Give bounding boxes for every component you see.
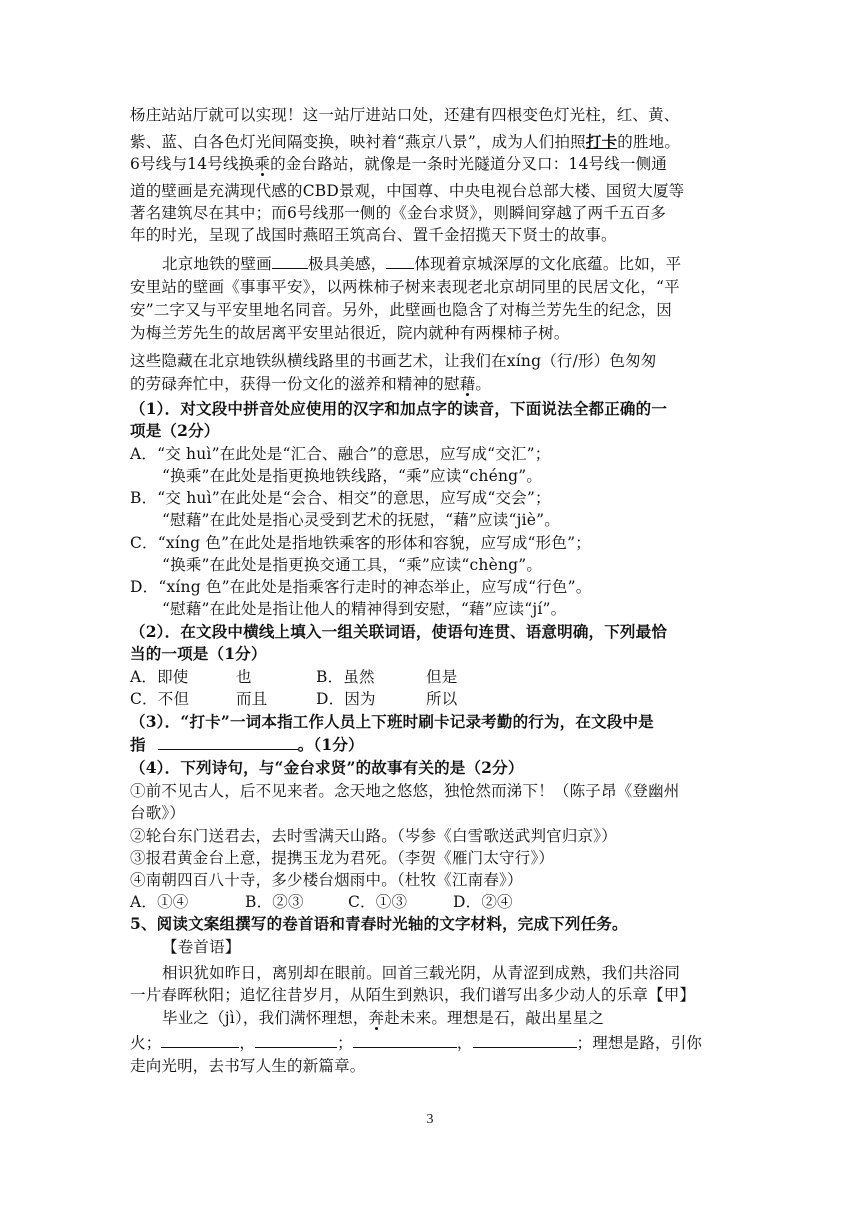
text: 台歌》） bbox=[130, 804, 186, 822]
q5-line bbox=[162, 1007, 730, 1029]
text: A．“交 huì”在此处是“汇合、融合”的意思，应写成“交汇”； bbox=[130, 445, 551, 463]
q2-option-b-pair: 但是 bbox=[426, 668, 458, 686]
q4-option-a: A．①④ bbox=[130, 893, 189, 911]
text: 著名建筑尽在其中；而6号线那一侧的《金台求贤》，则瞬间穿越了两千五百多 bbox=[130, 204, 667, 222]
answer-blank-3[interactable] bbox=[353, 1032, 457, 1048]
passage-line bbox=[130, 153, 730, 175]
q2-option-b: B．虽然 bbox=[316, 668, 375, 686]
text: 为梅兰芳先生的故居离平安里站很近，院内就种有两棵柿子树。 bbox=[130, 324, 570, 342]
q2-options-row-1 bbox=[130, 666, 730, 688]
emphasis-dot bbox=[261, 173, 264, 176]
text: ④南朝四百八十寺，多少楼台烟雨中。（杜牧《江南春》） bbox=[130, 871, 523, 889]
q2-option-d: D．因为 bbox=[316, 690, 376, 708]
text: 走向光明，去书写人生的新篇章。 bbox=[130, 1057, 366, 1075]
answer-blank-4[interactable] bbox=[473, 1032, 577, 1048]
q5-stem bbox=[130, 913, 730, 935]
underlined-word: 打卡 bbox=[585, 132, 618, 151]
text: 。（1分） bbox=[297, 735, 364, 754]
q2-option-a-pair: 也 bbox=[236, 668, 252, 686]
text: ③报君黄金台上意，提携玉龙为君死。（李贺《雁门太守行》） bbox=[130, 849, 555, 867]
q1-stem bbox=[130, 420, 730, 442]
text: 6号线与14号线换 bbox=[130, 155, 255, 173]
text: “换乘”在此处是指更换交通工具，“乘”应读“chèng”。 bbox=[162, 556, 543, 574]
text: 5、阅读文案组撰写的卷首语和青春时光轴的文字材料，完成下列任务。 bbox=[130, 914, 628, 933]
passage-line bbox=[130, 202, 730, 224]
text: 。 bbox=[475, 375, 492, 393]
q1-option-b bbox=[130, 487, 730, 509]
text: “慰藉”在此处是指让他人的精神得到安慰，“藉”应读“jí”。 bbox=[162, 600, 567, 618]
q4-item-3 bbox=[130, 847, 730, 869]
text: ；理想是路，引你 bbox=[576, 1034, 703, 1052]
text: 紫、蓝、白各色灯光间隔变换，映衬着“燕京八景”，成为人们拍照 bbox=[130, 133, 586, 151]
text: 指 bbox=[130, 735, 146, 754]
q4-stem bbox=[130, 757, 730, 779]
answer-blank-1[interactable] bbox=[161, 1032, 239, 1048]
text: D．“xíng 色”在此处是指乘客行走时的神态举止，应写成“行色”。 bbox=[130, 578, 592, 596]
dotted-char-text: 乘 bbox=[254, 155, 271, 173]
text: （1）．对文段中拼音处应使用的汉字和加点字的读音，下面说法全都正确的一 bbox=[130, 399, 668, 418]
text: 一片春晖秋阳；追忆往昔岁月，从陌生到熟识，我们谱写出多少动人的乐章【甲】 bbox=[130, 986, 696, 1004]
q4-option-d: D．②④ bbox=[453, 893, 513, 911]
text: 杨庄站站厅就可以实现！这一站厅进站口处，还建有四根变色灯光柱，红、黄、 bbox=[130, 106, 680, 124]
text: ； bbox=[337, 1034, 353, 1052]
answer-blank[interactable] bbox=[158, 734, 298, 750]
dotted-char bbox=[369, 1009, 385, 1027]
q4-option-b: B．②③ bbox=[245, 893, 304, 911]
q4-options bbox=[130, 891, 730, 913]
text: 的金台路站，就像是一条时光隧道分叉口：14号线一侧通 bbox=[270, 155, 668, 173]
text: 年的时光，呈现了战国时燕昭王筑高台、置千金招揽天下贤士的故事。 bbox=[130, 226, 617, 244]
q2-option-c: C．不但 bbox=[130, 690, 190, 708]
q4-item-2 bbox=[130, 825, 730, 847]
dotted-char-text: 藉 bbox=[459, 375, 476, 393]
q1-option-d-cont bbox=[162, 598, 730, 620]
q1-option-d bbox=[130, 576, 730, 598]
text: 火； bbox=[130, 1034, 162, 1052]
text: 体现着京城深厚的文化底蕴。比如，平 bbox=[414, 255, 682, 273]
q2-stem bbox=[130, 621, 730, 643]
text: ②轮台东门送君去，去时雪满天山路。（岑参《白雪歌送武判官归京》） bbox=[130, 827, 617, 845]
q2-stem bbox=[130, 643, 730, 665]
text: “慰藉”在此处是指心灵受到艺术的抚慰，“藉”应读“jiè”。 bbox=[162, 511, 560, 529]
text: 极具美感， bbox=[307, 255, 387, 273]
q5-heading bbox=[162, 936, 730, 958]
q2-option-d-pair: 所以 bbox=[426, 690, 458, 708]
q3-stem bbox=[130, 734, 730, 756]
text: B．“交 huì”在此处是“会合、相交”的意思，应写成“交会”； bbox=[130, 489, 551, 507]
q1-option-c-cont bbox=[162, 554, 730, 576]
q2-option-a: A．即使 bbox=[130, 668, 189, 686]
q3-stem bbox=[130, 711, 730, 733]
q5-line bbox=[130, 984, 730, 1006]
text: 的劳碌奔忙中，获得一份文化的滋养和精神的慰 bbox=[130, 375, 460, 393]
q5-line bbox=[162, 962, 730, 984]
q1-option-c bbox=[130, 532, 730, 554]
text: C．“xíng 色”在此处是指地铁乘客的形体和容貌，应写成“形色”； bbox=[130, 534, 591, 552]
q1-option-a-cont bbox=[162, 465, 730, 487]
passage-line bbox=[130, 276, 730, 298]
text: 毕业之（jì），我们满怀理想， bbox=[162, 1009, 369, 1027]
text: （4）．下列诗句，与“金台求贤”的故事有关的是（2分） bbox=[130, 758, 524, 777]
dotted-char bbox=[254, 155, 270, 173]
text: 北京地铁的壁画 bbox=[162, 255, 272, 273]
fill-blank-2 bbox=[386, 253, 414, 269]
passage-line bbox=[130, 224, 730, 246]
q1-stem bbox=[130, 398, 730, 420]
passage-line bbox=[130, 131, 730, 153]
passage-line bbox=[130, 350, 730, 372]
q2-options-row-2 bbox=[130, 688, 730, 710]
q1-option-b-cont bbox=[162, 509, 730, 531]
text: “换乘”在此处是指更换地铁线路，“乘”应读“chéng”。 bbox=[162, 467, 543, 485]
passage-line bbox=[162, 253, 730, 275]
text: 这些隐藏在北京地铁纵横线路里的书画艺术，让我们在xíng（行/形）色匆匆 bbox=[130, 352, 657, 370]
q5-line bbox=[130, 1055, 730, 1077]
text: 当的一项是（1分） bbox=[130, 644, 267, 663]
emphasis-dot bbox=[466, 393, 469, 396]
dotted-char-text: 奔 bbox=[368, 1009, 385, 1027]
passage-line bbox=[130, 299, 730, 321]
q2-option-c-pair: 而且 bbox=[236, 690, 268, 708]
q4-item-4 bbox=[130, 869, 730, 891]
q4-item-1-cont bbox=[130, 802, 730, 824]
text: 道的壁画是充满现代感的CBD景观，中国尊、中央电视台总部大楼、国贸大厦等 bbox=[130, 182, 685, 200]
text: ， bbox=[456, 1034, 473, 1052]
text: 赴未来。理想是石，敲出星星之 bbox=[384, 1009, 605, 1027]
text: 安里站的壁画《事事平安》，以两株柿子树来表现老北京胡同里的民居文化，“平 bbox=[130, 278, 680, 296]
text: 的胜地。 bbox=[617, 133, 681, 151]
passage-line bbox=[130, 180, 730, 202]
q5-line bbox=[130, 1032, 730, 1054]
text: 项是（2分） bbox=[130, 421, 220, 440]
passage-line bbox=[130, 104, 730, 126]
text: （3）．“打卡”一词本指工作人员上下班时刷卡记录考勤的行为，在文段中是 bbox=[130, 712, 654, 731]
dotted-char bbox=[460, 375, 476, 393]
q1-option-a bbox=[130, 443, 730, 465]
q4-option-c: C．①③ bbox=[348, 893, 408, 911]
text: （2）．在文段中横线上填入一组关联词语，使语句连贯、语意明确，下列最恰 bbox=[130, 622, 668, 641]
text: ①前不见古人，后不见来者。念天地之悠悠，独怆然而涕下！（陈子昂《登幽州 bbox=[130, 782, 680, 800]
q4-item-1 bbox=[130, 780, 730, 802]
emphasis-dot bbox=[375, 1027, 378, 1030]
text: 【卷首语】 bbox=[162, 938, 241, 956]
passage-line bbox=[130, 322, 730, 344]
text: 相识犹如昨日，离别却在眼前。回首三载光阴，从青涩到成熟，我们共浴同 bbox=[162, 964, 681, 982]
page-number: 3 bbox=[426, 1112, 434, 1127]
text: 安”二字又与平安里地名同音。另外，此壁画也隐含了对梅兰芳先生的纪念，因 bbox=[130, 301, 672, 319]
text: ， bbox=[239, 1034, 256, 1052]
fill-blank-1 bbox=[272, 253, 308, 269]
passage-line bbox=[130, 373, 730, 395]
answer-blank-2[interactable] bbox=[255, 1032, 337, 1048]
